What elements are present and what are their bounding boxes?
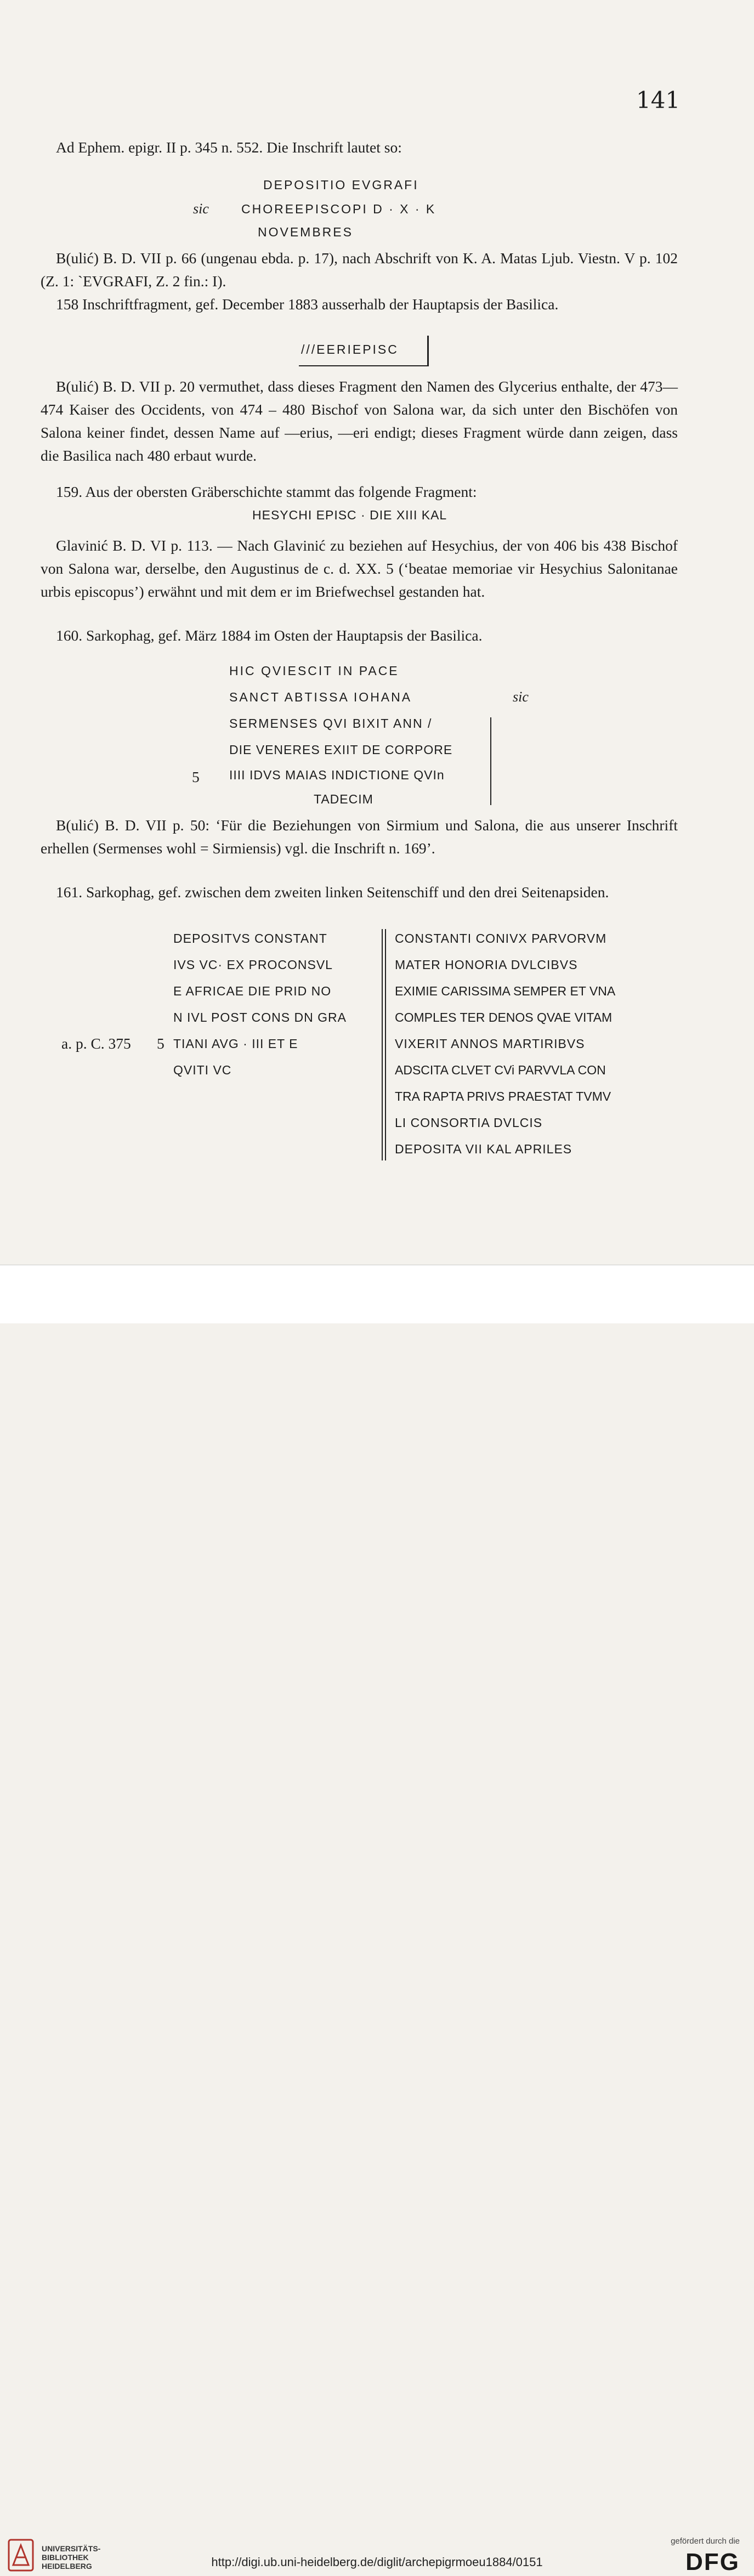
paragraph-bulic-1: B(ulić) B. D. VII p. 66 (ungenau ebda. p. 17), nach Abschrift von K. A. Matas Ljub. Viestn. V p. 102 (Z. 1: ˋEVGRAFI, Z. 2 fin.: I). — [41, 250, 678, 290]
inscription-1-line-2: CHOREEPISCOPI D · X · K — [241, 202, 436, 216]
inscription-4-right-7: TRA RAPTA PRIVS PRAESTAT TVMV — [395, 1089, 611, 1103]
inscription-4-left-2: IVS VC· EX PROCONSVL — [173, 958, 333, 972]
column-divider-2 — [385, 929, 386, 1160]
inscription-4-right-4: COMPLES TER DENOS QVAE VITAM — [395, 1010, 613, 1024]
inscription-1-line-3: NOVEMBRES — [258, 225, 353, 239]
paragraph-159: 159. Aus der obersten Gräberschichte stammt das folgende Fragment: — [56, 483, 477, 500]
paragraph-160: 160. Sarkophag, gef. März 1884 im Osten der Hauptapsis der Basilica. — [56, 627, 483, 644]
paragraph-intro: Ad Ephem. epigr. II p. 345 n. 552. Die Inschrift lautet so: — [56, 139, 402, 156]
inscription-4-line-number: 5 — [157, 1035, 165, 1052]
footer-bar — [0, 1265, 754, 2575]
inscription-3-line-2: SANCT ABTISSA IOHANA — [229, 690, 412, 704]
inscription-1-line-1: DEPOSITIO EVGRAFI — [263, 178, 419, 192]
inscription-3-line-number: 5 — [192, 768, 200, 785]
inscription-3-line-6: TADECIM — [314, 792, 373, 806]
inscription-4-right-6: ADSCITA CLVET CVi PARVVLA CON — [395, 1063, 606, 1077]
fragment-box — [299, 336, 429, 366]
sic-note-2: sic — [513, 689, 529, 705]
funding-note: gefördert durch die — [671, 2537, 740, 2546]
inscription-3-line-4: DIE VENERES EXIIT DE CORPORE — [229, 743, 453, 757]
inscription-4-right-2: MATER HONORIA DVLCIBVS — [395, 958, 578, 972]
paragraph-158: 158 Inschriftfragment, gef. December 1883 ausserhalb der Hauptapsis der Basilica. — [56, 296, 559, 313]
dfg-logo: DFG — [685, 2549, 740, 2575]
column-divider-1 — [382, 929, 383, 1160]
inscription-4-left-6: QVITI VC — [173, 1063, 232, 1077]
paragraph-glavinic: Glavinić B. D. VI p. 113. — Nach Glavinić zu beziehen auf Hesychius, der von 406 bis 438 Bischof von Salona war, derselbe, den Augustinus de c. d. XX. 5 (‘beatae memoriae vir Hesychius Salonitanae urbis episcopus’) erwähnt und mit dem er im Briefwechsel gestanden hat. — [41, 537, 678, 600]
paragraph-161: 161. Sarkophag, gef. zwischen dem zweiten linken Seitenschiff und den drei Seitenapsiden. — [56, 884, 609, 901]
inscription-4-right-3: EXIMIE CARISSIMA SEMPER ET VNA — [395, 984, 616, 998]
inscription-3-line-3: SERMENSES QVI BIXIT ANN / — [229, 716, 433, 731]
paragraph-bulic-sirmium: B(ulić) B. D. VII p. 50: ‘Für die Beziehungen von Sirmium und Salona, die aus unserer Inschrift erhellen (Sermenses wohl = Sirmiensis) vgl. die Inschrift n. 169’. — [41, 817, 678, 857]
inscription-3-line-5: IIII IDVS MAIAS INDICTIONE QVIn — [229, 768, 445, 782]
date-note: a. p. C. 375 — [61, 1035, 131, 1052]
bracket-line — [490, 717, 491, 805]
library-line-3: HEIDELBERG — [42, 2562, 92, 2571]
inscription-4-left-3: E AFRICAE DIE PRID NO — [173, 984, 332, 998]
scanned-page — [0, 0, 754, 1265]
permalink-url[interactable]: http://digi.ub.uni-heidelberg.de/diglit/archepigrmoeu1884/0151 — [211, 2555, 543, 2569]
paragraph-glycerius: B(ulić) B. D. VII p. 20 vermuthet, dass dieses Fragment den Namen des Glycerius enthalte, der 473—474 Kaiser des Occidents, von 474 – 480 Bischof von Salona war, da sich unter den Bischöfen von Salona keiner findet, dessen Name auf —erius, —eri endigt; dieses Fragment würde dann zeigen, dass die Basilica nach 480 erbaut wurde. — [41, 378, 678, 464]
inscription-3-line-1: HIC QVIESCIT IN PACE — [229, 664, 399, 678]
inscription-4-right-8: LI CONSORTIA DVLCIS — [395, 1116, 543, 1130]
inscription-4-right-1: CONSTANTI CONIVX PARVORVM — [395, 931, 607, 946]
library-line-1: UNIVERSITÄTS- — [42, 2544, 101, 2553]
inscription-4-left-5: TIANI AVG · III ET E — [173, 1037, 298, 1051]
inscription-hesychius: HESYCHI EPISC · DIE XIII KAL — [252, 508, 447, 522]
page-number: 141 — [636, 87, 681, 114]
library-line-2: BIBLIOTHEK — [42, 2553, 89, 2562]
inscription-4-left-1: DEPOSITVS CONSTANT — [173, 931, 327, 946]
inscription-4-right-9: DEPOSITA VII KAL APRILES — [395, 1142, 572, 1156]
inscription-4-right-5: VIXERIT ANNOS MARTIRIBVS — [395, 1037, 585, 1051]
fragment-text: ///EERIEPISC — [301, 342, 399, 356]
inscription-4-left-4: N IVL POST CONS DN GRA — [173, 1010, 347, 1024]
sic-note-1: sic — [193, 201, 209, 217]
